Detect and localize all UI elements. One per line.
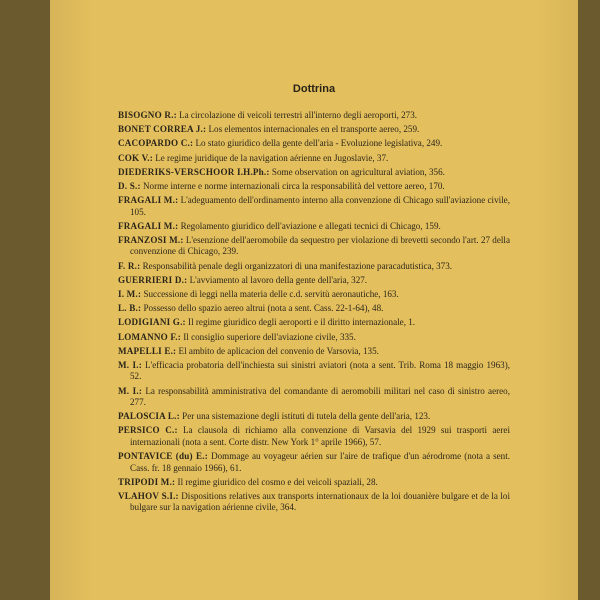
entry-author: DIEDERIKS-VERSCHOOR I.H.Ph.:	[118, 166, 270, 177]
entry-text: La clausola di richiamo alla convenzione di Varsavia del 1929 sui trasporti aerei internazionali (nota a sent. Corte distr. New York 1° aprile 1966), 57.	[130, 425, 510, 447]
entry-author: M. I.:	[118, 360, 142, 371]
entry-author: PALOSCIA L.:	[118, 411, 180, 422]
entry-text: Regolamento giuridico dell'aviazione e allegati tecnici di Chicago, 159.	[178, 220, 441, 231]
index-entry	[118, 167, 510, 178]
entry-text: Los elementos internacionales en el transporte aereo, 259.	[206, 124, 420, 135]
index-entry	[118, 138, 510, 149]
index-entry	[118, 221, 510, 232]
index-entry	[118, 275, 510, 286]
index-entry	[118, 124, 510, 135]
entry-text: Some observation on agricultural aviation, 356.	[269, 166, 445, 177]
index-entry	[118, 386, 510, 409]
index-entry	[118, 411, 510, 422]
entry-text: Possesso dello spazio aereo altrui (nota a sent. Cass. 22-1-64), 48.	[141, 303, 384, 314]
entry-text: La responsabilità amministrativa del comandante di aeromobili militari nel caso di sinistro aereo, 277.	[130, 385, 511, 408]
entry-author: I. M.:	[118, 289, 142, 300]
entry-author: LODIGIANI G.:	[118, 317, 186, 328]
entry-text: Il consiglio superiore dell'aviazione civile, 335.	[181, 331, 356, 342]
index-entry	[118, 491, 510, 514]
index-entry	[118, 153, 510, 164]
entry-text: Il regime giuridico degli aeroporti e il diritto internazionale, 1.	[185, 317, 416, 328]
index-entry	[118, 110, 510, 121]
entry-author: PERSICO C.:	[118, 425, 178, 436]
entry-text: Le regime juridique de la navigation aérienne en Jugoslavie, 37.	[152, 152, 389, 163]
index-entry	[118, 261, 510, 272]
entry-author: CACOPARDO C.:	[118, 138, 194, 149]
entry-text: Successione di leggi nella materia delle c.d. servitù aeronautiche, 163.	[141, 289, 399, 300]
index-entry	[118, 477, 510, 488]
entry-text: L'adeguamento dell'ordinamento interno alla convenzione di Chicago sull'aviazione civile, 105.	[130, 195, 510, 217]
entry-author: M. I.:	[118, 385, 143, 396]
entry-author: BISOGNO R.:	[118, 110, 177, 120]
entry-author: PONTAVICE (du) E.:	[118, 451, 208, 462]
entry-author: GUERRIERI D.:	[118, 274, 188, 285]
entry-text: Dispositions relatives aux transports internationaux de la loi douanière bulgare et de la loi bulgare sur la navigation aérienne civile, 364.	[130, 490, 510, 513]
index-entry	[118, 289, 510, 300]
index-entry	[118, 346, 510, 357]
index-entry	[118, 303, 510, 314]
entry-text: Lo stato giuridico della gente dell'aria - Evoluzione legislativa, 249.	[193, 138, 443, 149]
entry-text: Per una sistemazione degli istituti di tutela della gente dell'aria, 123.	[179, 411, 431, 422]
entry-text: Il regime giuridico del cosmo e dei veicoli spaziali, 28.	[175, 476, 378, 487]
entry-author: VLAHOV S.I.:	[118, 490, 179, 501]
entry-author: FRAGALI M.:	[118, 195, 179, 206]
index-entry	[118, 425, 510, 448]
index-entry	[118, 451, 510, 474]
entry-text: L'esenzione dell'aeromobile da sequestro per violazione di brevetti secondo l'art. 27 della convenzione di Chicago, 239.	[130, 235, 510, 257]
index-list	[118, 110, 510, 517]
entry-author: FRANZOSI M.:	[118, 235, 184, 246]
entry-text: Responsabilità penale degli organizzatori di una manifestazione paracadutistica, 373.	[140, 260, 453, 271]
entry-text: Norme interne e norme internazionali circa la responsabilità del vettore aereo, 170.	[140, 181, 445, 192]
entry-author: F. R.:	[118, 260, 141, 271]
entry-author: D. S.:	[118, 181, 141, 192]
entry-text: El ambito de aplicacion del convenio de Varsovia, 135.	[176, 345, 379, 356]
entry-text: Dommage au voyageur aérien sur l'aire de trafique d'un aérodrome (nota a sent. Cass. fr. 18 gennaio 1966), 61.	[130, 451, 510, 473]
index-entry	[118, 181, 510, 192]
entry-author: MAPELLI E.:	[118, 345, 177, 356]
entry-author: TRIPODI M.:	[118, 476, 176, 487]
section-heading: Dottrina	[292, 83, 336, 95]
index-entry	[118, 195, 510, 218]
entry-text: La circolazione di veicoli terrestri all'interno degli aeroporti, 273.	[176, 110, 418, 120]
index-entry	[118, 360, 510, 383]
entry-text: L'avviamento al lavoro della gente dell'aria, 327.	[187, 274, 368, 285]
entry-text: L'efficacia probatoria dell'inchiesta sui sinistri aviatori (nota a sent. Trib. Roma 18 maggio 1963), 52.	[130, 360, 510, 382]
index-entry	[118, 332, 510, 343]
index-entry	[118, 317, 510, 328]
entry-author: FRAGALI M.:	[118, 220, 179, 231]
entry-author: LOMANNO F.:	[118, 331, 181, 342]
index-entry	[118, 235, 510, 258]
entry-author: L. B.:	[118, 303, 142, 314]
entry-author: BONET CORREA J.:	[118, 124, 207, 135]
entry-author: COK V.:	[118, 152, 153, 163]
book-page	[50, 0, 578, 600]
